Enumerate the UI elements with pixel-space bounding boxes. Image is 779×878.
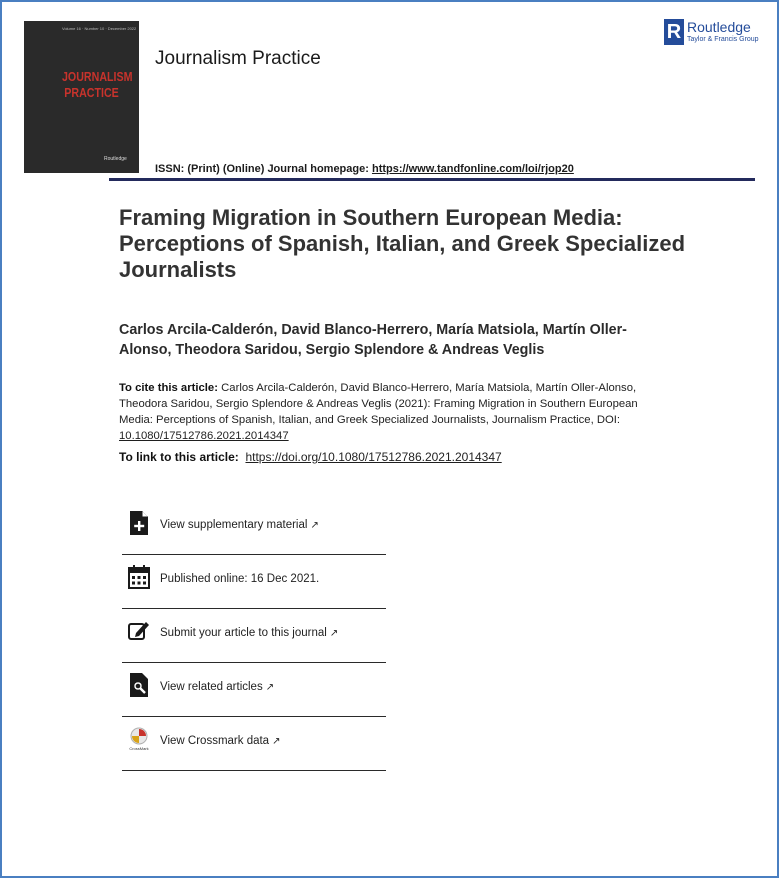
calendar-icon	[128, 564, 150, 590]
doi-link[interactable]: https://doi.org/10.1080/17512786.2021.2014347	[245, 450, 502, 464]
published-online-item	[122, 556, 386, 609]
cite-doi-link[interactable]: 10.1080/17512786.2021.2014347	[119, 430, 289, 442]
submit-article-item[interactable]	[122, 610, 386, 663]
supplementary-material-item[interactable]	[122, 502, 386, 555]
link-label: To link to this article:	[119, 450, 239, 464]
journal-homepage-link[interactable]: https://www.tandfonline.com/loi/rjop20	[371, 163, 574, 175]
publisher-group: Taylor & Francis Group	[687, 36, 759, 43]
crossmark-label: View Crossmark data	[160, 735, 270, 747]
related-articles-label: View related articles	[160, 681, 263, 693]
journal-cover	[24, 21, 139, 173]
article-authors: Carlos Arcila-Calderón, David Blanco-Herrero, María Matsiola, Martín Oller-Alonso, Theodora Saridou, Sergio Splendore & Andreas Veglis	[119, 322, 627, 358]
external-link-icon: ↗	[265, 682, 275, 693]
external-link-icon: ↗	[329, 628, 339, 639]
crossmark-caption: CrossMark	[129, 746, 149, 751]
cover-publisher: Routledge	[104, 156, 127, 162]
header-rule	[109, 178, 755, 181]
supplementary-material-label: View supplementary material	[160, 519, 308, 531]
citation	[119, 380, 659, 444]
article-title: Framing Migration in Southern European Media: Perceptions of Spanish, Italian, and Greek Specialized Journalists	[119, 205, 686, 282]
routledge-logo-icon: R	[664, 19, 684, 45]
cover-volume-line: Volume 16 · Number 10 · December 2022	[62, 26, 137, 31]
journal-title: Journalism Practice	[155, 48, 321, 69]
issn-line	[155, 163, 574, 175]
edit-icon	[128, 618, 150, 644]
submit-article-label: Submit your article to this journal	[160, 627, 327, 639]
crossmark-item[interactable]	[122, 718, 386, 771]
issn-prefix: ISSN: (Print) (Online) Journal homepage:	[155, 163, 372, 175]
search-document-icon	[128, 672, 150, 698]
external-link-icon: ↗	[272, 736, 281, 747]
related-articles-item[interactable]	[122, 664, 386, 717]
article-link-line	[119, 450, 502, 464]
cite-text: Carlos Arcila-Calderón, David Blanco-Herrero, María Matsiola, Martín Oller-Alonso, Theodora Saridou, Sergio Splendore & Andreas Veglis (2021): Framing Migration in Southern European Media: Perceptions of Spanish, Italian, and Greek Specialized Journalists, Journalism Practice, DOI:	[119, 382, 638, 426]
external-link-icon: ↗	[310, 520, 319, 531]
cite-label: To cite this article:	[119, 382, 218, 394]
publisher-name: Routledge	[687, 19, 751, 35]
cover-title: JOURNALISM PRACTICE	[62, 69, 133, 100]
crossmark-icon	[128, 726, 150, 752]
add-file-icon	[128, 510, 150, 536]
published-online-label: Published online: 16 Dec 2021.	[160, 573, 320, 585]
